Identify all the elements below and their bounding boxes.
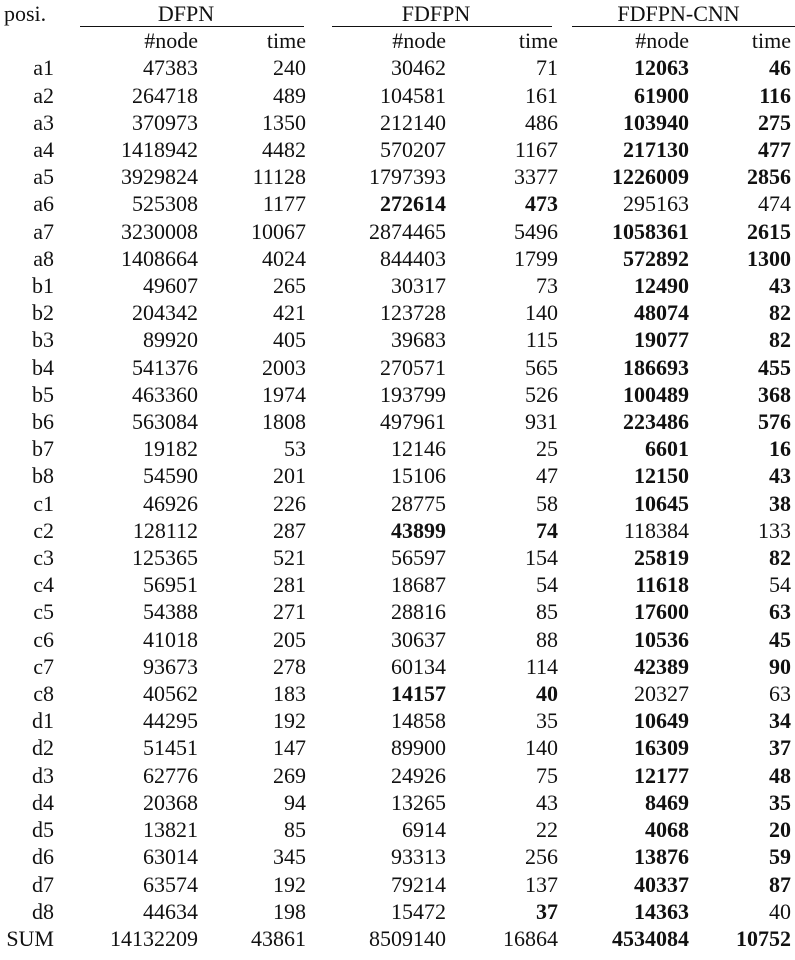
fdfpn-time-cell: 140: [525, 735, 559, 761]
dfpn-time-cell: 278: [273, 653, 306, 679]
table-row: [0, 598, 795, 625]
dfpn-time-cell: 4482: [262, 137, 306, 163]
fdfpn-time-cell: 3377: [514, 164, 559, 190]
cnn-time-cell: 10752: [736, 925, 792, 951]
dfpn-node-cell: 47383: [143, 55, 198, 81]
fdfpn-time-cell: 1799: [514, 245, 559, 271]
table-row: [0, 517, 795, 544]
cnn-time-cell: 275: [758, 109, 792, 135]
fdfpn-node-cell: 1797393: [369, 164, 446, 190]
cnn-node-cell: 19077: [634, 327, 690, 353]
position-cell: c2: [33, 517, 54, 543]
fdfpn-time-cell: 140: [525, 300, 559, 326]
cnn-node-cell: 8469: [645, 789, 690, 815]
cnn-node-cell: 12177: [634, 762, 690, 788]
cnn-node-cell: 42389: [634, 653, 690, 679]
fdfpn-time-cell: 114: [525, 653, 559, 679]
position-cell: b5: [32, 381, 54, 407]
table-row: [0, 136, 795, 163]
dfpn-time-cell: 226: [273, 490, 306, 516]
cnn-node-cell: 25819: [634, 545, 690, 571]
fdfpn-node-cell: 570207: [380, 137, 446, 163]
fdfpn-node-cell: 30637: [391, 626, 446, 652]
dfpn-time-cell: 271: [273, 599, 306, 625]
dfpn-time-cell: 2003: [262, 354, 306, 380]
position-cell: d3: [32, 762, 54, 788]
dfpn-time-cell: 421: [273, 300, 306, 326]
fdfpn-node-cell: 18687: [391, 572, 446, 598]
fdfpn-time-cell: 16864: [503, 925, 559, 951]
table-row: [0, 54, 795, 81]
position-cell: d4: [32, 789, 54, 815]
table-row: [0, 163, 795, 190]
sum-row: [0, 925, 795, 952]
fdfpn-node-cell: 28816: [391, 599, 446, 625]
table-row: [0, 680, 795, 707]
fdfpn-node-cell: 272614: [380, 191, 446, 217]
position-cell: d1: [32, 708, 54, 734]
cnn-time-cell: 59: [769, 844, 792, 870]
fdfpn-node-cell: 14157: [391, 681, 446, 707]
dfpn-time-cell: 183: [273, 681, 306, 707]
dfpn-time-cell: 489: [273, 82, 306, 108]
cnn-time-cell: 48: [769, 762, 792, 788]
cnn-node-cell: 100489: [623, 381, 690, 407]
dfpn-node-cell: 56951: [143, 572, 198, 598]
dfpn-time-cell: 192: [273, 708, 306, 734]
fdfpn-time-cell: 75: [536, 762, 559, 788]
cnn-node-cell: 6601: [645, 436, 690, 462]
cnn-time-cell: 116: [759, 82, 792, 108]
fdfpn-time-cell: 154: [525, 545, 559, 571]
cnn-time-cell: 45: [769, 626, 792, 652]
cnn-node-cell: 1058361: [612, 218, 690, 244]
position-cell: d7: [32, 871, 54, 897]
table-row: [0, 734, 795, 761]
dfpn-time-cell: 198: [273, 898, 306, 924]
fdfpn-node-cell: 123728: [380, 300, 446, 326]
subheader-node: #node: [392, 28, 446, 54]
dfpn-time-cell: 10067: [251, 218, 306, 244]
position-cell: b6: [32, 409, 54, 435]
table-row: [0, 109, 795, 136]
cnn-time-cell: 82: [769, 545, 792, 571]
position-cell: a4: [33, 137, 54, 163]
cnn-time-cell: 63: [769, 599, 792, 625]
cnn-time-cell: 38: [769, 490, 792, 516]
cnn-node-cell: 103940: [623, 109, 690, 135]
cnn-node-cell: 12150: [634, 463, 690, 489]
fdfpn-node-cell: 56597: [391, 545, 446, 571]
fdfpn-node-cell: 270571: [380, 354, 446, 380]
cnn-time-cell: 43: [769, 273, 792, 299]
fdfpn-node-cell: 43899: [391, 517, 446, 543]
fdfpn-node-cell: 2874465: [369, 218, 446, 244]
position-cell: a7: [33, 218, 54, 244]
table-row: [0, 653, 795, 680]
cnn-node-cell: 11618: [635, 572, 690, 598]
cnn-node-cell: 4068: [645, 817, 690, 843]
fdfpn-node-cell: 844403: [380, 245, 446, 271]
fdfpn-node-cell: 15472: [391, 898, 446, 924]
table-row: [0, 299, 795, 326]
fdfpn-node-cell: 212140: [380, 109, 446, 135]
table-row: [0, 816, 795, 843]
table-row: [0, 82, 795, 109]
dfpn-node-cell: 44295: [143, 708, 198, 734]
position-cell: d5: [32, 817, 54, 843]
cnn-node-cell: 186693: [623, 354, 690, 380]
cnn-node-cell: 48074: [634, 300, 690, 326]
fdfpn-node-cell: 193799: [380, 381, 446, 407]
dfpn-node-cell: 63014: [143, 844, 198, 870]
fdfpn-node-cell: 104581: [380, 82, 446, 108]
fdfpn-node-cell: 24926: [391, 762, 446, 788]
dfpn-time-cell: 201: [273, 463, 306, 489]
dfpn-node-cell: 62776: [143, 762, 198, 788]
cnn-node-cell: 10536: [634, 626, 690, 652]
cnn-node-cell: 223486: [623, 409, 690, 435]
dfpn-node-cell: 3929824: [121, 164, 198, 190]
cnn-time-cell: 477: [758, 137, 792, 163]
table-row: [0, 272, 795, 299]
cnn-time-cell: 43: [769, 463, 792, 489]
cnn-node-cell: 295163: [623, 191, 690, 217]
position-cell: a3: [33, 109, 54, 135]
dfpn-node-cell: 63574: [143, 871, 198, 897]
group-header-fdfpn-cnn: [562, 0, 795, 27]
table-row: [0, 707, 795, 734]
position-cell: a1: [33, 55, 54, 81]
cnn-time-cell: 474: [758, 191, 792, 217]
position-cell: b8: [32, 463, 54, 489]
dfpn-node-cell: 54590: [143, 463, 198, 489]
fdfpn-node-cell: 39683: [391, 327, 446, 353]
dfpn-time-cell: 147: [273, 735, 306, 761]
fdfpn-time-cell: 161: [525, 82, 559, 108]
dfpn-node-cell: 13821: [143, 817, 198, 843]
dfpn-time-cell: 192: [273, 871, 306, 897]
dfpn-time-cell: 281: [273, 572, 306, 598]
subheader-time: time: [266, 28, 306, 54]
fdfpn-node-cell: 79214: [391, 871, 446, 897]
table-row: [0, 571, 795, 598]
fdfpn-time-cell: 88: [536, 626, 559, 652]
dfpn-node-cell: 204342: [132, 300, 198, 326]
cnn-time-cell: 576: [758, 409, 792, 435]
table-row: [0, 490, 795, 517]
subheader-node: #node: [144, 28, 198, 54]
fdfpn-time-cell: 43: [536, 789, 559, 815]
fdfpn-time-cell: 47: [536, 463, 559, 489]
position-cell: c4: [33, 572, 54, 598]
dfpn-node-cell: 93673: [143, 653, 198, 679]
cnn-node-cell: 217130: [623, 137, 690, 163]
position-cell: c6: [33, 626, 54, 652]
dfpn-time-cell: 94: [284, 789, 306, 815]
dfpn-node-cell: 14132209: [110, 925, 198, 951]
fdfpn-time-cell: 526: [525, 381, 559, 407]
dfpn-time-cell: 287: [273, 517, 306, 543]
subheader-row: [0, 27, 795, 54]
cnn-node-cell: 14363: [634, 898, 690, 924]
cnn-node-cell: 118384: [623, 517, 690, 543]
subheader-node: #node: [635, 28, 690, 54]
table-body: [0, 54, 795, 952]
cnn-time-cell: 1300: [747, 245, 792, 271]
cnn-time-cell: 35: [769, 789, 792, 815]
fdfpn-time-cell: 85: [536, 599, 559, 625]
fdfpn-node-cell: 30317: [391, 273, 446, 299]
fdfpn-node-cell: 60134: [391, 653, 446, 679]
dfpn-time-cell: 1350: [262, 109, 306, 135]
cnn-node-cell: 4534084: [612, 925, 690, 951]
dfpn-time-cell: 85: [284, 817, 306, 843]
dfpn-time-cell: 1177: [262, 191, 306, 217]
fdfpn-time-cell: 74: [536, 517, 559, 543]
fdfpn-node-cell: 12146: [391, 436, 446, 462]
fdfpn-node-cell: 8509140: [369, 925, 446, 951]
fdfpn-time-cell: 22: [536, 817, 559, 843]
position-cell: b7: [32, 436, 54, 462]
dfpn-node-cell: 89920: [143, 327, 198, 353]
cnn-time-cell: 82: [769, 300, 792, 326]
table-row: [0, 354, 795, 381]
position-cell: d8: [32, 898, 54, 924]
fdfpn-time-cell: 486: [525, 109, 559, 135]
position-cell: b4: [32, 354, 54, 380]
position-cell: d2: [32, 735, 54, 761]
group-label: FDFPN-CNN: [617, 1, 740, 26]
cnn-time-cell: 455: [758, 354, 792, 380]
group-underline: [80, 26, 304, 28]
group-underline: [572, 26, 795, 28]
group-header-dfpn: [62, 0, 310, 27]
fdfpn-node-cell: 30462: [391, 55, 446, 81]
dfpn-time-cell: 269: [273, 762, 306, 788]
dfpn-node-cell: 128112: [132, 517, 198, 543]
fdfpn-time-cell: 73: [536, 273, 559, 299]
dfpn-node-cell: 54388: [143, 599, 198, 625]
subheader-time: time: [518, 28, 559, 54]
table-row: [0, 843, 795, 870]
position-cell: a5: [33, 164, 54, 190]
table-row: [0, 762, 795, 789]
cnn-node-cell: 61900: [634, 82, 690, 108]
group-header-row: [0, 0, 795, 27]
dfpn-time-cell: 345: [273, 844, 306, 870]
cnn-time-cell: 82: [769, 327, 792, 353]
fdfpn-time-cell: 37: [536, 898, 559, 924]
fdfpn-node-cell: 89900: [391, 735, 446, 761]
dfpn-time-cell: 205: [273, 626, 306, 652]
fdfpn-time-cell: 40: [536, 681, 559, 707]
table-row: [0, 435, 795, 462]
cnn-node-cell: 572892: [623, 245, 690, 271]
cnn-node-cell: 12490: [634, 273, 690, 299]
cnn-node-cell: 13876: [634, 844, 690, 870]
position-cell: c7: [33, 653, 54, 679]
cnn-node-cell: 1226009: [612, 164, 690, 190]
fdfpn-time-cell: 256: [525, 844, 559, 870]
cnn-node-cell: 17600: [634, 599, 690, 625]
dfpn-node-cell: 46926: [143, 490, 198, 516]
dfpn-time-cell: 4024: [262, 245, 306, 271]
position-cell: b2: [32, 300, 54, 326]
position-cell: a6: [33, 191, 54, 217]
cnn-time-cell: 133: [758, 517, 792, 543]
position-cell: c3: [33, 545, 54, 571]
position-cell: c1: [33, 490, 54, 516]
position-cell: a8: [33, 245, 54, 271]
table-row: [0, 626, 795, 653]
cnn-time-cell: 54: [769, 572, 792, 598]
dfpn-time-cell: 11128: [252, 164, 306, 190]
cnn-time-cell: 16: [769, 436, 792, 462]
position-cell: b3: [32, 327, 54, 353]
table-row: [0, 218, 795, 245]
fdfpn-node-cell: 13265: [391, 789, 446, 815]
dfpn-time-cell: 265: [273, 273, 306, 299]
cnn-node-cell: 10645: [634, 490, 690, 516]
dfpn-node-cell: 40562: [143, 681, 198, 707]
position-cell: c5: [33, 599, 54, 625]
position-cell: a2: [33, 82, 54, 108]
dfpn-node-cell: 51451: [143, 735, 198, 761]
fdfpn-time-cell: 71: [536, 55, 559, 81]
cnn-time-cell: 37: [769, 735, 792, 761]
fdfpn-time-cell: 35: [536, 708, 559, 734]
dfpn-node-cell: 19182: [143, 436, 198, 462]
fdfpn-time-cell: 565: [525, 354, 559, 380]
position-cell: SUM: [6, 925, 54, 951]
dfpn-time-cell: 521: [273, 545, 306, 571]
dfpn-node-cell: 463360: [132, 381, 198, 407]
group-header-fdfpn: [310, 0, 562, 27]
cnn-time-cell: 90: [769, 653, 792, 679]
cnn-time-cell: 20: [769, 817, 792, 843]
fdfpn-time-cell: 5496: [514, 218, 559, 244]
fdfpn-node-cell: 6914: [402, 817, 446, 843]
dfpn-node-cell: 49607: [143, 273, 198, 299]
fdfpn-time-cell: 54: [536, 572, 559, 598]
fdfpn-node-cell: 15106: [391, 463, 446, 489]
fdfpn-time-cell: 931: [525, 409, 559, 435]
dfpn-node-cell: 1408664: [121, 245, 198, 271]
table-header: [0, 0, 795, 54]
position-cell: c8: [33, 681, 54, 707]
empty-header-cell: [0, 27, 62, 54]
position-cell: d6: [32, 844, 54, 870]
table-row: [0, 789, 795, 816]
dfpn-node-cell: 541376: [132, 354, 198, 380]
fdfpn-time-cell: 115: [525, 327, 559, 353]
fdfpn-time-cell: 25: [536, 436, 559, 462]
fdfpn-time-cell: 1167: [514, 137, 559, 163]
position-cell: b1: [32, 273, 54, 299]
dfpn-node-cell: 525308: [132, 191, 198, 217]
dfpn-node-cell: 1418942: [121, 137, 198, 163]
table-row: [0, 544, 795, 571]
table-row: [0, 408, 795, 435]
dfpn-time-cell: 1808: [262, 409, 306, 435]
cnn-time-cell: 34: [769, 708, 792, 734]
fdfpn-node-cell: 14858: [391, 708, 446, 734]
dfpn-node-cell: 563084: [132, 409, 198, 435]
table-row: [0, 326, 795, 353]
cnn-time-cell: 2856: [747, 164, 792, 190]
cnn-node-cell: 40337: [634, 871, 690, 897]
fdfpn-time-cell: 58: [536, 490, 559, 516]
table-row: [0, 898, 795, 925]
dfpn-node-cell: 125365: [132, 545, 198, 571]
dfpn-node-cell: 20368: [143, 789, 198, 815]
subheader-time: time: [751, 28, 792, 54]
cnn-time-cell: 40: [769, 898, 792, 924]
table-row: [0, 245, 795, 272]
cnn-node-cell: 12063: [634, 55, 690, 81]
table-row: [0, 462, 795, 489]
dfpn-time-cell: 405: [273, 327, 306, 353]
group-label: FDFPN: [401, 1, 471, 26]
cnn-time-cell: 368: [758, 381, 792, 407]
fdfpn-time-cell: 137: [525, 871, 559, 897]
fdfpn-node-cell: 497961: [380, 409, 446, 435]
position-column-header: posi.: [4, 1, 47, 26]
group-underline: [332, 26, 552, 28]
fdfpn-time-cell: 473: [525, 191, 559, 217]
dfpn-node-cell: 264718: [132, 82, 198, 108]
cnn-node-cell: 20327: [634, 681, 690, 707]
dfpn-time-cell: 1974: [262, 381, 306, 407]
cnn-time-cell: 2615: [747, 218, 792, 244]
dfpn-node-cell: 44634: [143, 898, 198, 924]
dfpn-node-cell: 41018: [143, 626, 198, 652]
fdfpn-node-cell: 93313: [391, 844, 446, 870]
table-row: [0, 871, 795, 898]
dfpn-node-cell: 370973: [132, 109, 198, 135]
dfpn-time-cell: 43861: [251, 925, 306, 951]
cnn-time-cell: 63: [769, 681, 792, 707]
cnn-node-cell: 10649: [634, 708, 690, 734]
dfpn-time-cell: 240: [273, 55, 306, 81]
cnn-time-cell: 87: [769, 871, 792, 897]
group-label: DFPN: [157, 1, 215, 26]
table-row: [0, 381, 795, 408]
cnn-time-cell: 46: [769, 55, 792, 81]
dfpn-node-cell: 3230008: [121, 218, 198, 244]
fdfpn-node-cell: 28775: [391, 490, 446, 516]
table-row: [0, 190, 795, 217]
dfpn-time-cell: 53: [284, 436, 306, 462]
cnn-node-cell: 16309: [634, 735, 690, 761]
